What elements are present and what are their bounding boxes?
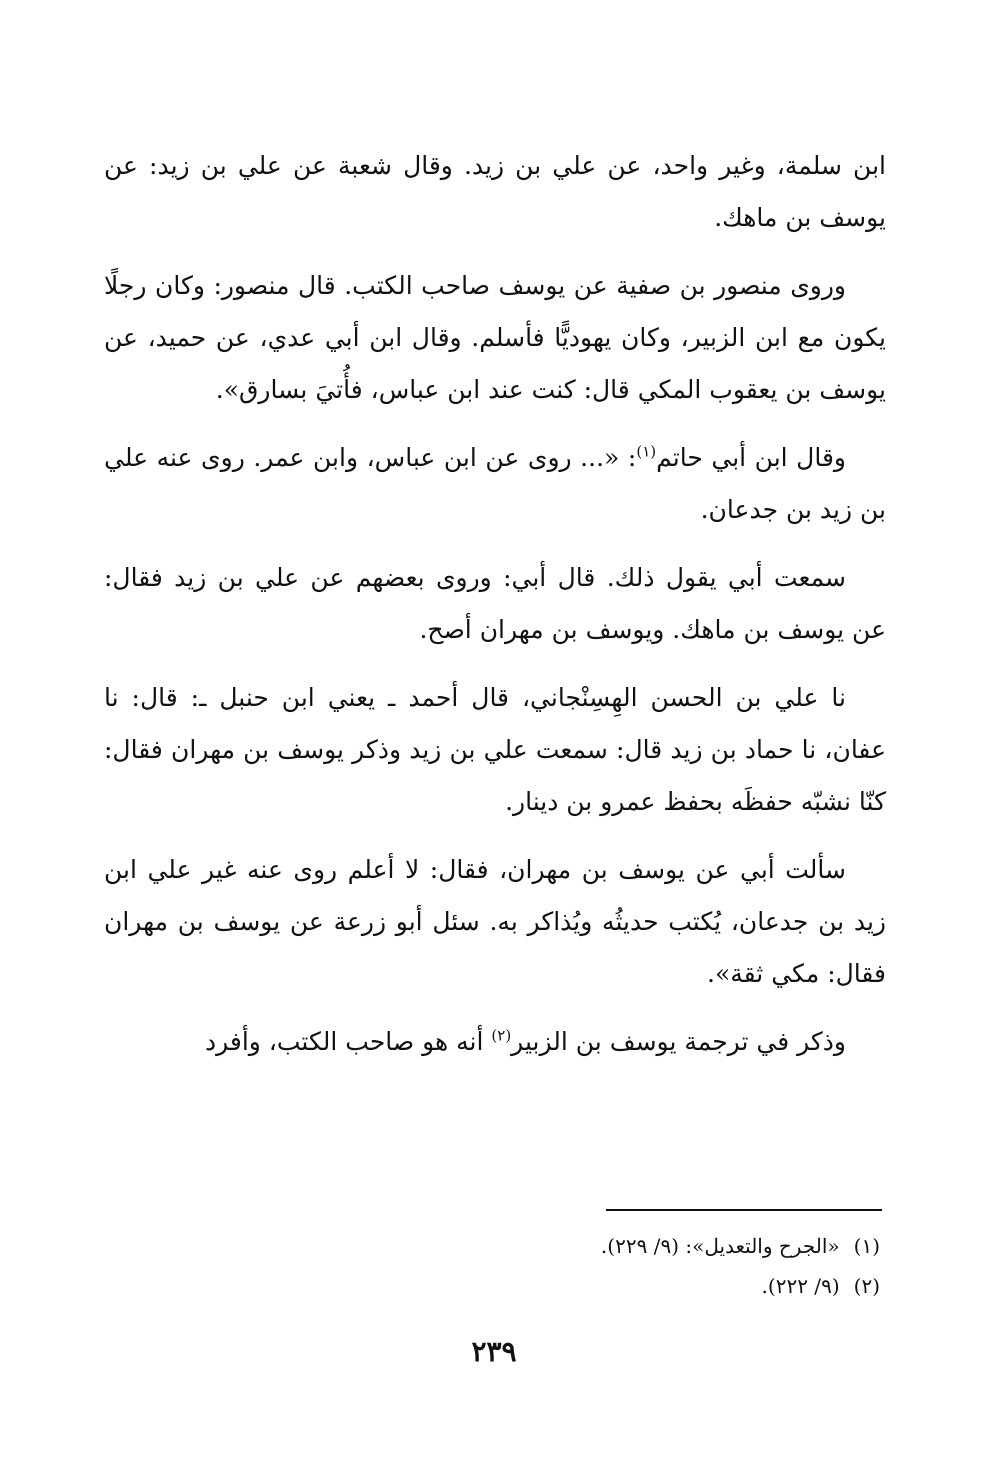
footnote-marker: (٢)	[491, 1026, 512, 1045]
paragraph	[104, 1016, 886, 1068]
page-number: ٢٣٩	[471, 1335, 517, 1368]
paragraph-text: ابن سلمة، وغير واحد، عن علي بن زيد. وقال شعبة عن علي بن زيد: عن يوسف بن ماهك.	[104, 151, 886, 232]
paragraph	[104, 672, 886, 828]
footnotes	[104, 1226, 880, 1306]
paragraph	[104, 260, 886, 416]
paragraph-text: وروى منصور بن صفية عن يوسف صاحب الكتب. قال منصور: وكان رجلًا يكون مع ابن الزبير، وكان يهوديًّا فأسلم. وقال ابن أبي عدي، عن حميد، عن يوسف بن يعقوب المكي قال: كنت عند ابن عباس، فأُتيَ بسارق».	[104, 271, 886, 404]
footnote	[104, 1226, 880, 1266]
footnote-number: (٢)	[853, 1274, 880, 1298]
footnote-text: (٩/ ٢٢٢).	[761, 1274, 840, 1298]
footnote-marker: (١)	[636, 442, 657, 461]
paragraph-text-continued: أنه هو صاحب الكتب، وأفرد	[204, 1027, 492, 1056]
paragraph	[104, 844, 886, 1000]
paragraph-text: نا علي بن الحسن الهِسِنْجاني، قال أحمد ـ يعني ابن حنبل ـ: قال: نا عفان، نا حماد بن زيد قال: سمعت علي بن زيد وذكر يوسف بن مهران فقال: كنّا نشبّه حفظَه بحفظ عمرو بن دينار.	[104, 683, 886, 816]
footnote-divider	[606, 1209, 882, 1211]
paragraph	[104, 432, 886, 536]
footnote-number: (١)	[853, 1234, 880, 1258]
paragraph-text: سألت أبي عن يوسف بن مهران، فقال: لا أعلم روى عنه غير علي ابن زيد بن جدعان، يُكتب حديثُه ويُذاكر به. سئل أبو زرعة عن يوسف بن مهران فقال: مكي ثقة».	[104, 855, 886, 988]
footnote-text: «الجرح والتعديل»: (٩/ ٢٢٩).	[600, 1234, 840, 1258]
paragraph-text: وذكر في ترجمة يوسف بن الزبير	[511, 1027, 846, 1056]
paragraph-text: وقال ابن أبي حاتم	[656, 443, 846, 472]
paragraph	[104, 140, 886, 244]
footnote	[104, 1266, 880, 1306]
paragraph	[104, 552, 886, 656]
main-text	[104, 140, 886, 1084]
paragraph-text-continued: : «... روى عن ابن عباس، وابن عمر. روى عنه علي بن زيد بن جدعان.	[104, 443, 886, 524]
paragraph-text: سمعت أبي يقول ذلك. قال أبي: وروى بعضهم عن علي بن زيد فقال: عن يوسف بن ماهك. ويوسف بن مهران أصح.	[104, 563, 886, 644]
